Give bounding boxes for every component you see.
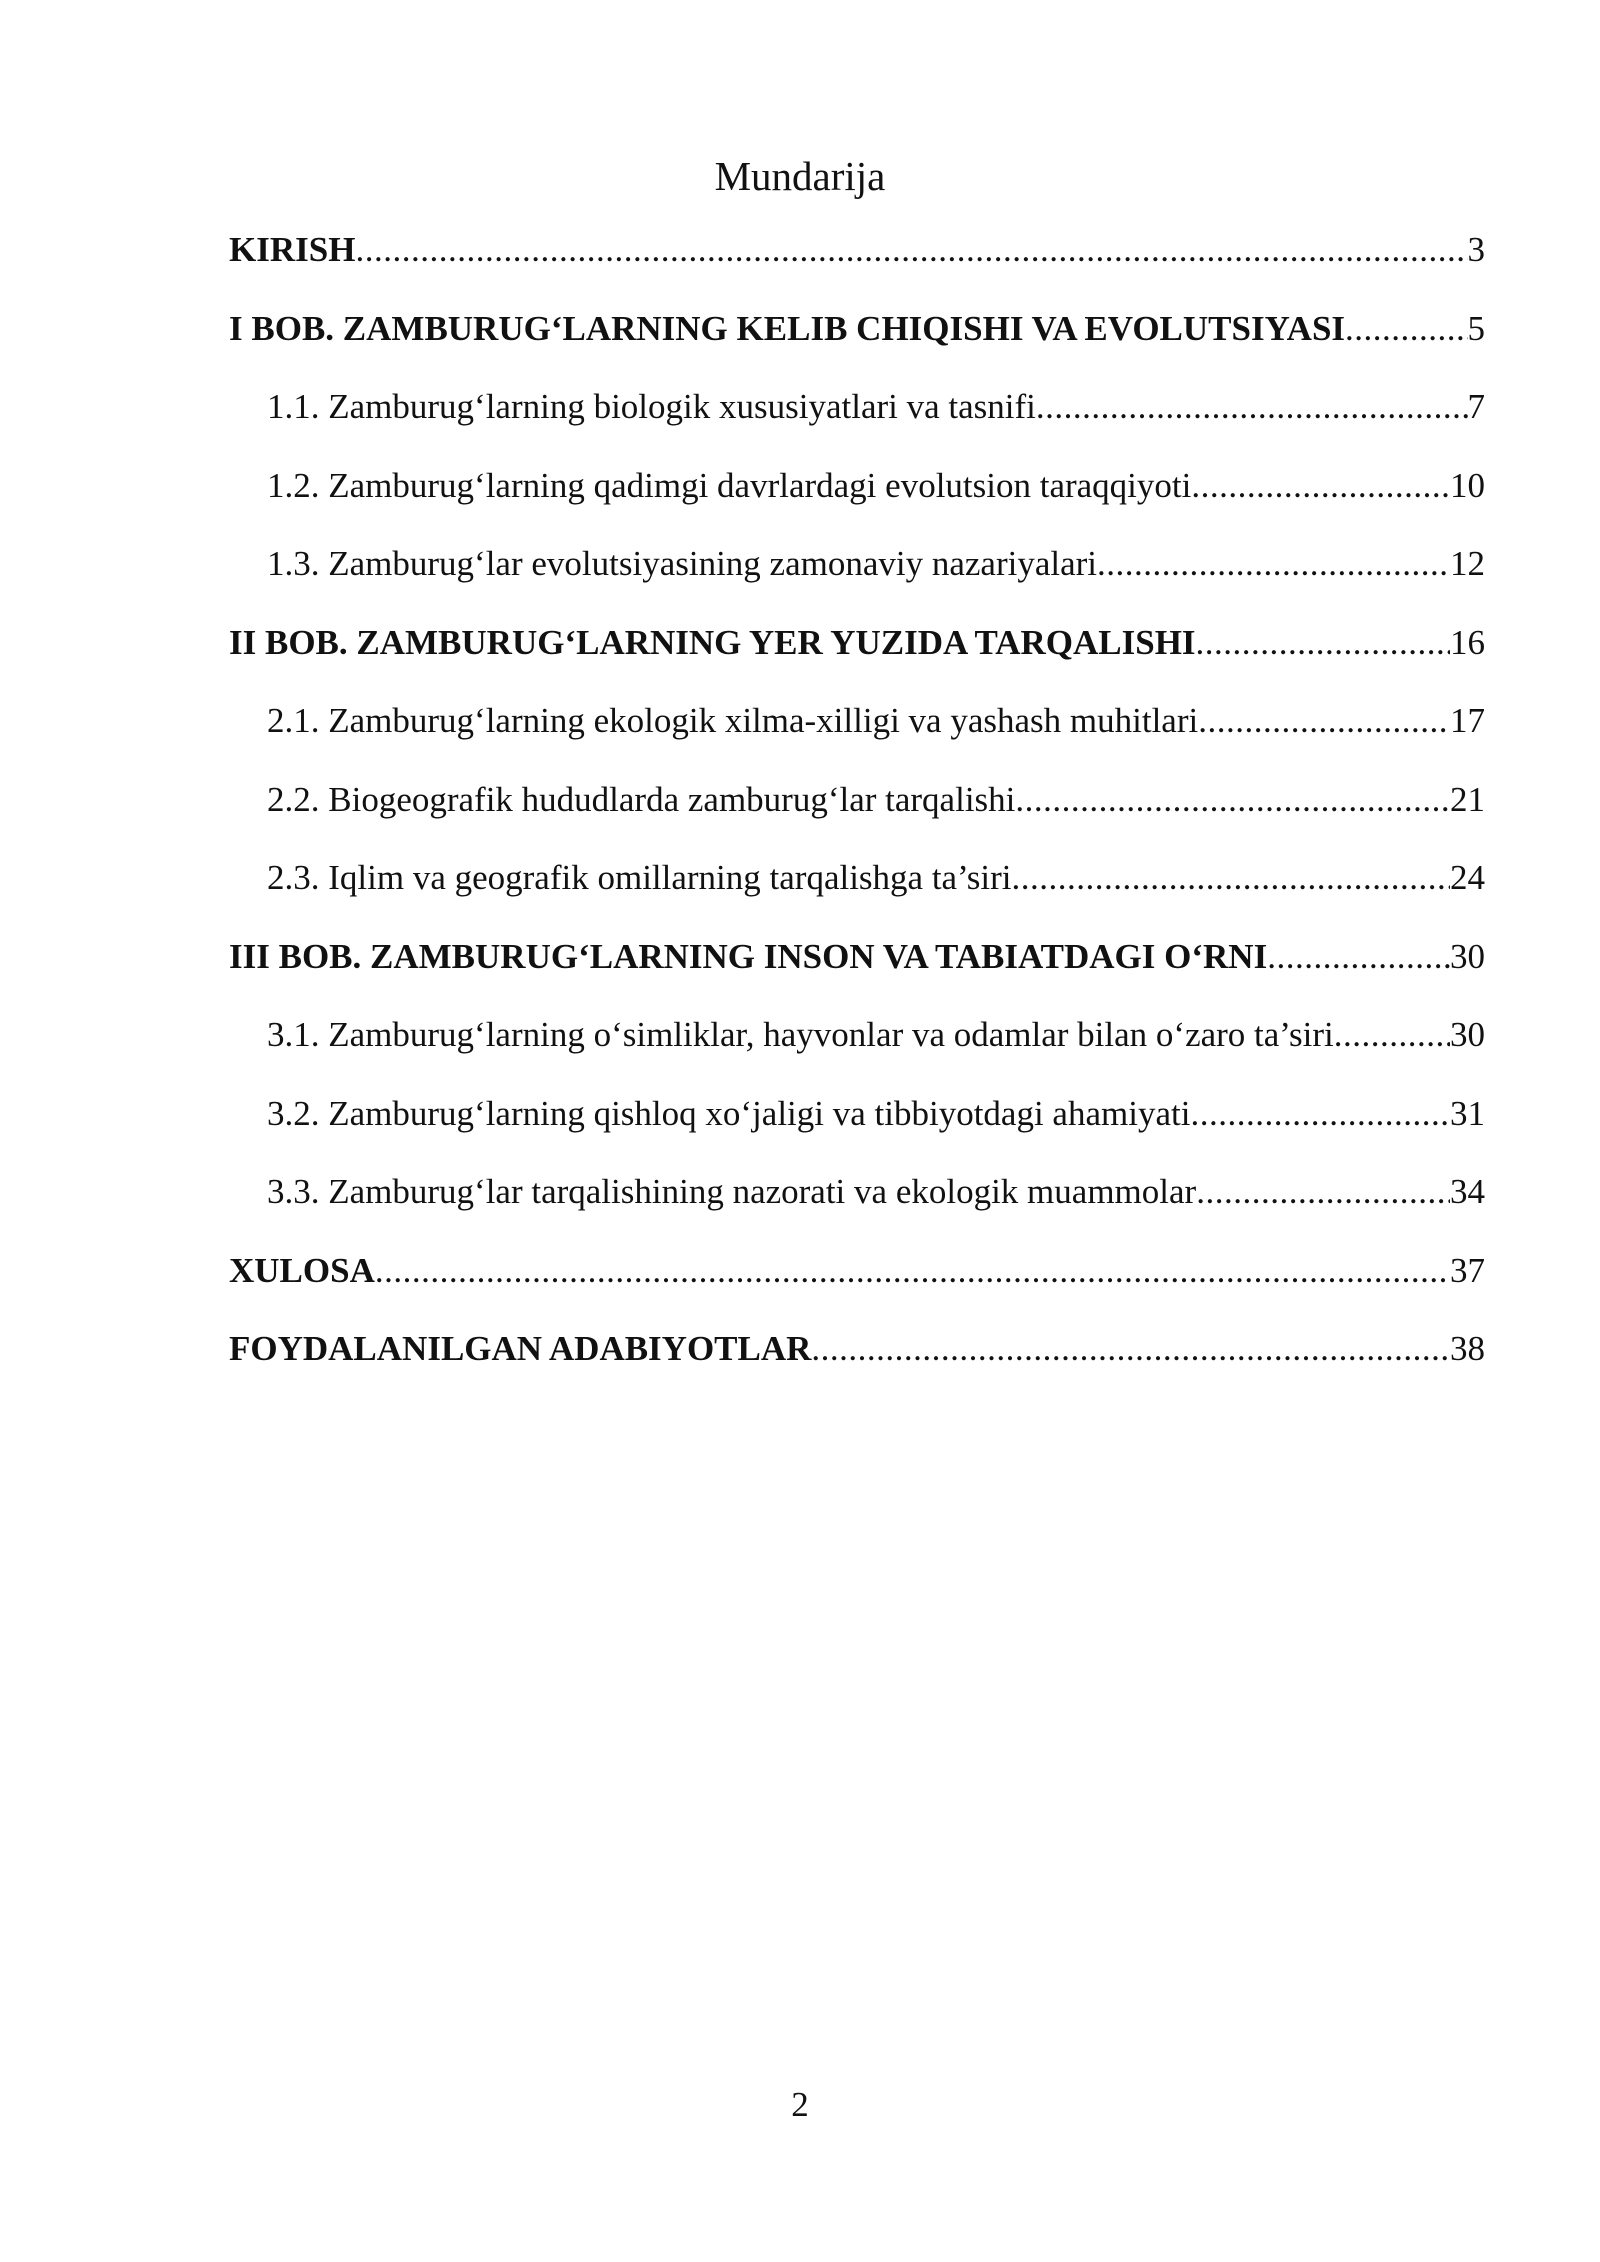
toc-entry-section-2-3[interactable]: [229, 850, 1485, 929]
toc-entry-page: 37: [1450, 1250, 1485, 1290]
toc-entry-page: 5: [1467, 308, 1485, 348]
page-title: Mundarija: [714, 153, 886, 199]
toc-entry-xulosa[interactable]: [229, 1243, 1485, 1322]
toc-entry-kirish[interactable]: [229, 222, 1485, 301]
toc-entry-label: 1.2. Zamburug‘larning qadimgi davrlardagi evolutsion taraqqiyoti: [267, 465, 1192, 505]
toc-entry-page: 30: [1450, 1015, 1485, 1054]
toc-entry-section-2-2[interactable]: [229, 772, 1485, 851]
toc-entry-page: 12: [1450, 544, 1485, 583]
toc-entry-page: 17: [1450, 701, 1485, 740]
toc-dot-leader: [1196, 615, 1450, 671]
toc-dot-leader: [811, 1321, 1450, 1377]
toc-dot-leader: [375, 1243, 1450, 1299]
table-of-contents: [229, 222, 1485, 1400]
toc-entry-section-1-2[interactable]: [229, 458, 1485, 537]
toc-entry-chapter-1[interactable]: [229, 301, 1485, 380]
toc-entry-page: 24: [1450, 858, 1485, 897]
page-number: 2: [791, 2085, 809, 2124]
toc-entry-label: III BOB. ZAMBURUG‘LARNING INSON VA TABIATDAGI O‘RNI: [229, 936, 1268, 976]
toc-entry-page: 38: [1450, 1329, 1485, 1368]
toc-dot-leader: [1190, 1086, 1450, 1142]
toc-entry-page: 10: [1450, 465, 1485, 505]
toc-entry-label: II BOB. ZAMBURUG‘LARNING YER YUZIDA TARQALISHI: [229, 622, 1196, 662]
toc-entry-page: 7: [1467, 387, 1485, 426]
toc-entry-page: 3: [1467, 230, 1485, 269]
toc-entry-label: 3.2. Zamburug‘larning qishloq xo‘jaligi va tibbiyotdagi ahamiyati: [267, 1093, 1191, 1133]
toc-entry-section-3-3[interactable]: [229, 1164, 1485, 1243]
toc-entry-label: FOYDALANILGAN ADABIYOTLAR: [229, 1329, 812, 1368]
toc-entry-chapter-2[interactable]: [229, 615, 1485, 694]
toc-dot-leader: [1012, 850, 1450, 906]
toc-entry-label: 1.3. Zamburug‘lar evolutsiyasining zamonaviy nazariyalari: [267, 544, 1098, 583]
toc-dot-leader: [1036, 379, 1468, 435]
toc-entry-section-3-2[interactable]: [229, 1086, 1485, 1165]
toc-entry-label: 2.2. Biogeografik hududlarda zamburug‘lar tarqalishi: [267, 779, 1016, 819]
toc-entry-page: 16: [1450, 622, 1485, 662]
toc-dot-leader: [1196, 1164, 1450, 1220]
toc-entry-page: 34: [1450, 1172, 1485, 1211]
toc-entry-section-2-1[interactable]: [229, 693, 1485, 772]
toc-entry-label: XULOSA: [229, 1250, 375, 1290]
toc-dot-leader: [1191, 458, 1450, 514]
toc-dot-leader: [1334, 1007, 1450, 1063]
toc-dot-leader: [1097, 536, 1450, 592]
toc-entry-page: 30: [1450, 936, 1485, 976]
toc-entry-section-1-1[interactable]: [229, 379, 1485, 458]
toc-entry-label: KIRISH: [229, 230, 356, 269]
toc-entry-references[interactable]: [229, 1321, 1485, 1400]
toc-dot-leader: [355, 222, 1467, 278]
toc-dot-leader: [1267, 929, 1450, 985]
toc-entry-label: 3.1. Zamburug‘larning o‘simliklar, hayvonlar va odamlar bilan o‘zaro ta’siri: [267, 1015, 1334, 1054]
toc-dot-leader: [1015, 772, 1450, 828]
toc-entry-chapter-3[interactable]: [229, 929, 1485, 1008]
toc-dot-leader: [1345, 301, 1467, 357]
toc-entry-label: 2.1. Zamburug‘larning ekologik xilma-xilligi va yashash muhitlari: [267, 701, 1199, 740]
toc-entry-label: 1.1. Zamburug‘larning biologik xususiyatlari va tasnifi: [267, 387, 1036, 426]
toc-entry-label: I BOB. ZAMBURUG‘LARNING KELIB CHIQISHI VA EVOLUTSIYASI: [229, 308, 1346, 348]
toc-entry-section-3-1[interactable]: [229, 1007, 1485, 1086]
toc-entry-page: 31: [1450, 1093, 1485, 1133]
toc-entry-page: 21: [1450, 779, 1485, 819]
toc-dot-leader: [1198, 693, 1450, 749]
toc-entry-label: 3.3. Zamburug‘lar tarqalishining nazorati va ekologik muammolar: [267, 1172, 1197, 1211]
toc-entry-label: 2.3. Iqlim va geografik omillarning tarqalishga ta’siri: [267, 858, 1012, 897]
toc-entry-section-1-3[interactable]: [229, 536, 1485, 615]
